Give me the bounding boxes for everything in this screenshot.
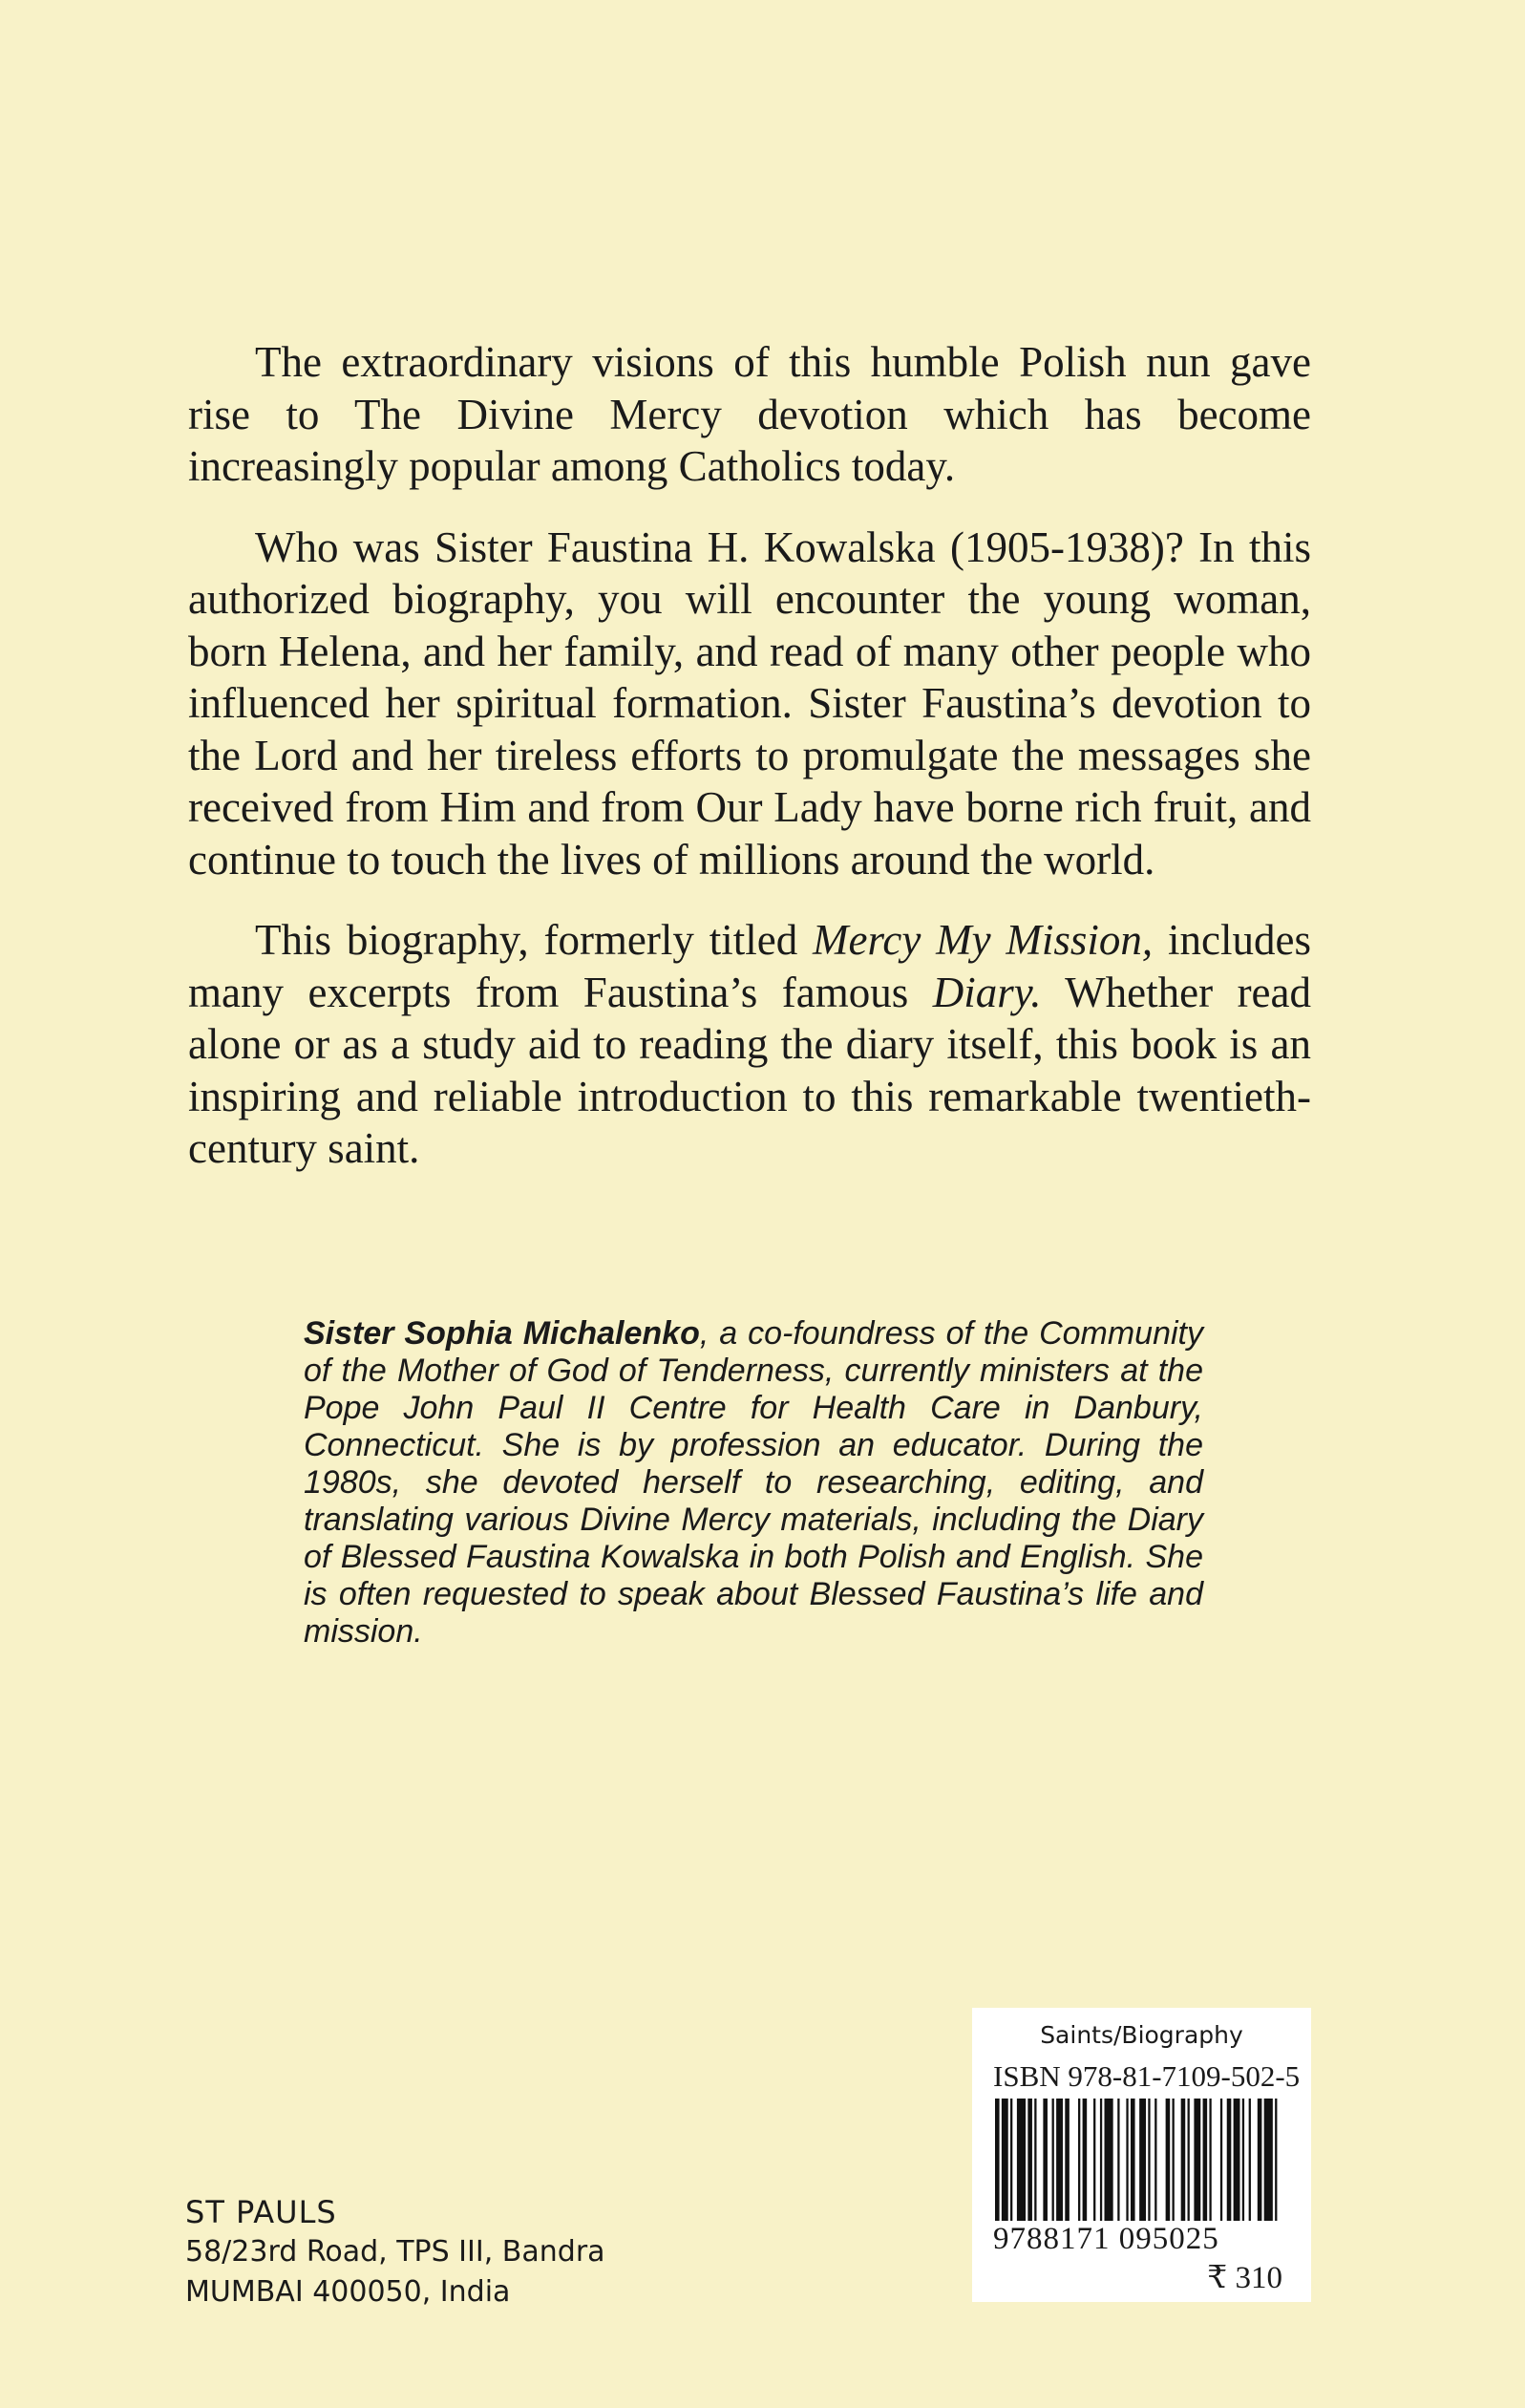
diary-title: Diary.	[932, 968, 1042, 1016]
publisher-block	[185, 2192, 605, 2312]
barcode-digits: 9788171 095025	[993, 2222, 1219, 2256]
barcode-bar	[1105, 2099, 1113, 2221]
barcode-bar	[1275, 2099, 1277, 2221]
barcode-bar	[1126, 2099, 1128, 2221]
barcode-bar	[1052, 2099, 1054, 2221]
author-bio	[304, 1315, 1203, 1651]
barcode-bar	[1220, 2099, 1222, 2221]
barcode-bar	[1139, 2099, 1146, 2221]
blurb-paragraph-2: Who was Sister Faustina H. Kowalska (1905-1938)? In this authorized biography, you will encounter the young woman, born Helena, and her family, and read of many other people who influenced her spiritual formation. Sister Faustina’s devotion to the Lord and her tireless efforts to promulgate the messages she received from Him and from Our Lady have borne rich fruit, and continue to touch the lives of millions around the world.	[188, 522, 1311, 884]
blurb-text: Whether read alone or as a study aid to reading the diary itself, this book is an inspiring and reliable introduction to this remarkable twentieth-century saint.	[188, 968, 1311, 1172]
barcode-bar	[1209, 2099, 1211, 2221]
barcode-bar	[1242, 2099, 1244, 2221]
barcode-bar	[1056, 2099, 1063, 2221]
blurb-paragraph-1: The extraordinary visions of this humble Polish nun gave rise to The Divine Mercy devotion which has become increasingly popular among Catholics today.	[188, 338, 1311, 490]
barcode-isbn: ISBN 978-81-7109-502-5	[993, 2059, 1301, 2093]
author-name: Sister Sophia Michalenko	[304, 1315, 700, 1352]
author-bio-text: , a co-foundress of the Community of the Mother of God of Tenderness, currently ministers at the Pope John Paul II Centre for Health Care in Danbury, Connecticut. She is by profession an educator. During the 1980s, she devoted herself to researching, editing, and translating various Divine Mercy materials, including the Diary of Blessed Faustina Kowalska in both Polish and English. She is often requested to speak about Blessed Faustina’s life and mission.	[304, 1315, 1203, 1650]
barcode-bar	[1154, 2099, 1156, 2221]
barcode-bar	[1181, 2099, 1186, 2221]
barcode-bar	[1083, 2099, 1088, 2221]
blurb-text: includes many excerpts from Faustina’s famous	[188, 916, 1311, 1016]
barcode-bar	[1065, 2099, 1070, 2221]
barcode-bar	[1093, 2099, 1095, 2221]
barcode-bar	[1117, 2099, 1119, 2221]
barcode-bar	[1194, 2099, 1200, 2221]
barcode-bar	[1078, 2099, 1080, 2221]
publisher-address-line1: 58/23rd Road, TPS III, Bandra	[185, 2235, 605, 2269]
publisher-name: ST PAULS	[185, 2194, 337, 2230]
barcode-bar	[1258, 2099, 1262, 2221]
barcode-bar	[1027, 2099, 1032, 2221]
blurb-paragraph-3	[188, 914, 1311, 1175]
barcode-bar	[1043, 2099, 1048, 2221]
barcode-bar	[1017, 2099, 1026, 2221]
price-label: ₹ 310	[1207, 2261, 1282, 2295]
blurb-text: This biography, formerly titled	[255, 916, 814, 964]
publisher-address-line2: MUMBAI 400050, India	[185, 2275, 511, 2309]
barcode-bar	[1203, 2099, 1208, 2221]
barcode-bar	[1227, 2099, 1232, 2221]
barcode-bar	[1166, 2099, 1171, 2221]
barcode-bar	[1100, 2099, 1102, 2221]
barcode-bar	[1131, 2099, 1135, 2221]
barcode-bar	[1034, 2099, 1036, 2221]
barcode-bar	[995, 2099, 1000, 2221]
barcode-bar	[1264, 2099, 1273, 2221]
barcode-bar	[1010, 2099, 1012, 2221]
barcode-bar	[1148, 2099, 1150, 2221]
former-title: Mercy My Mission,	[813, 916, 1154, 964]
barcode-bar	[1173, 2099, 1175, 2221]
barcode-bar	[1002, 2099, 1008, 2221]
barcode-bar	[1188, 2099, 1190, 2221]
barcode-bar	[1234, 2099, 1240, 2221]
barcode-bars	[995, 2099, 1281, 2221]
barcode-category: Saints/Biography	[1040, 2021, 1243, 2049]
barcode-box	[972, 2008, 1311, 2302]
barcode-bar	[1249, 2099, 1251, 2221]
blurb	[188, 336, 1311, 1204]
